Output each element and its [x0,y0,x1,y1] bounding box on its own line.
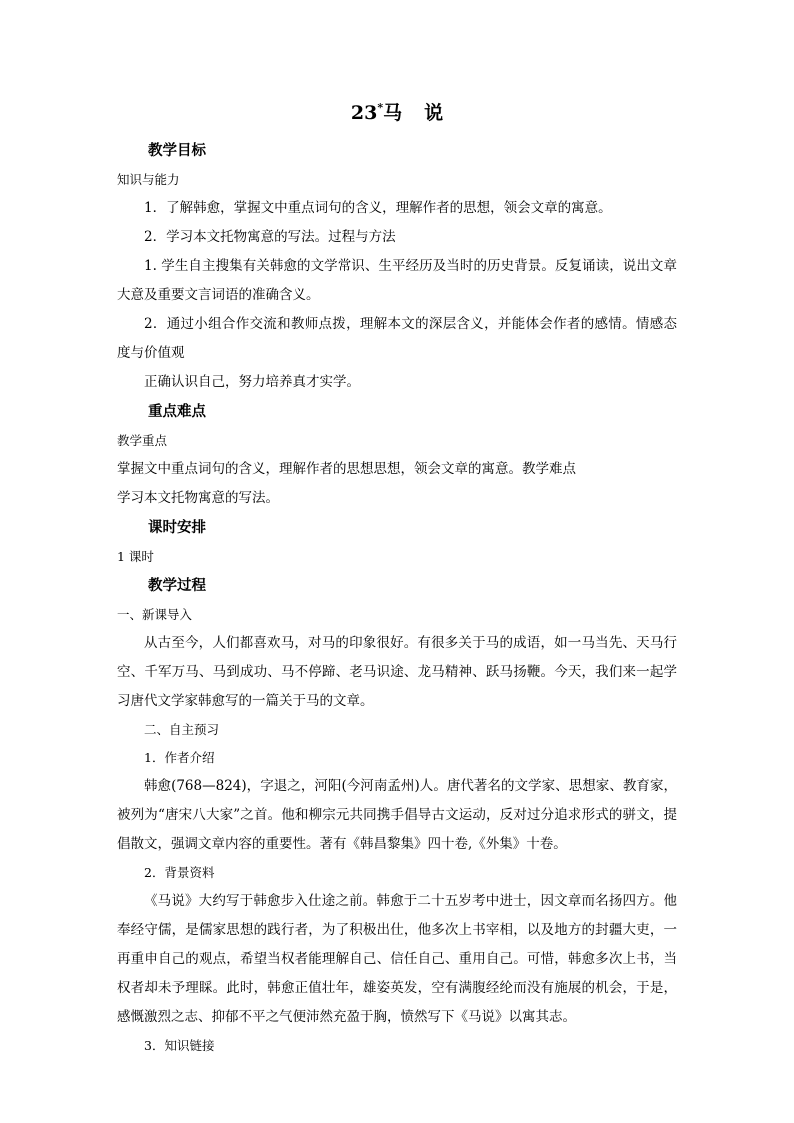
author-text: 韩愈(768—824)，字退之，河阳(今河南孟州)人。唐代著名的文学家、思想家、教育家，被列为“唐宋八大家”之首。他和柳宗元共同携手倡导古文运动，反对过分追求形式的骈文，提倡散文，强调文章内容的重要性。著有《韩昌黎集》四十卷,《外集》十卷。 [117,778,677,852]
lesson-title [0,98,794,125]
step-1-text: 从古至今，人们都喜欢马，对马的印象很好。有很多关于马的成语，如一马当先、天马行空、千军万马、马到成功、马不停蹄、老马识途、龙马精神、跃马扬鞭。今天，我们来一起学习唐代文学家韩愈写的一篇关于马的文章。 [117,635,677,709]
goals-heading: 教学目标 [148,142,206,159]
knowledge-heading: 知识与能力 [117,172,180,187]
lesson-title-part-1: 马 [383,102,403,124]
lesson-mark: * [377,101,384,114]
document-body [117,136,677,1060]
step-2-heading: 二、自主预习 [144,722,220,737]
process-item-1: 1. 学生自主搜集有关韩愈的文学常识、生平经历及当时的历史背景。反复诵读，说出文章大意及重要文言词语的准确含义。 [117,258,677,303]
schedule-heading: 课时安排 [148,519,206,536]
knowledge-item-1: 1．了解韩愈，掌握文中重点词句的含义，理解作者的思想，领会文章的寓意。 [144,200,612,216]
author-heading: 1．作者介绍 [144,750,215,765]
key-points-heading: 重点难点 [148,403,206,420]
difficult-points-text: 学习本文托物寓意的写法。 [117,490,279,506]
process-item-2: 2．通过小组合作交流和教师点拨，理解本文的深层含义，并能体会作者的感情。情感态度与价值观 [117,316,677,361]
knowledge-link-heading: 3．知识链接 [144,1038,215,1053]
background-heading: 2．背景资料 [144,865,215,880]
teaching-process-heading: 教学过程 [148,577,206,594]
step-1-heading: 一、新课导入 [117,607,193,622]
lesson-title-part-2: 说 [424,102,444,124]
lesson-number: 23 [350,102,378,124]
knowledge-item-2: 2．学习本文托物寓意的写法。过程与方法 [144,229,396,245]
attitude-item-1: 正确认识自己，努力培养真才实学。 [144,374,360,390]
background-text: 《马说》大约写于韩愈步入仕途之前。韩愈于二十五岁考中进士，因文章而名扬四方。他奉经守儒，是儒家思想的践行者，为了积极出仕，他多次上书宰相，以及地方的封疆大吏，一再重申自己的观点，希望当权者能理解自己、信任自己、重用自己。可惜，韩愈多次上书，当权者却未予理睬。此时，韩愈正值壮年，雄姿英发，空有满腹经纶而没有施展的机会，于是，感慨激烈之志、抑郁不平之气便沛然充盈于胸，愤然写下《马说》以寓其志。 [117,893,677,1025]
key-points-text: 掌握文中重点词句的含义，理解作者的思想思想，领会文章的寓意。教学难点 [117,461,576,477]
key-points-subheading: 教学重点 [117,433,168,448]
schedule-text: 1 课时 [117,549,154,564]
